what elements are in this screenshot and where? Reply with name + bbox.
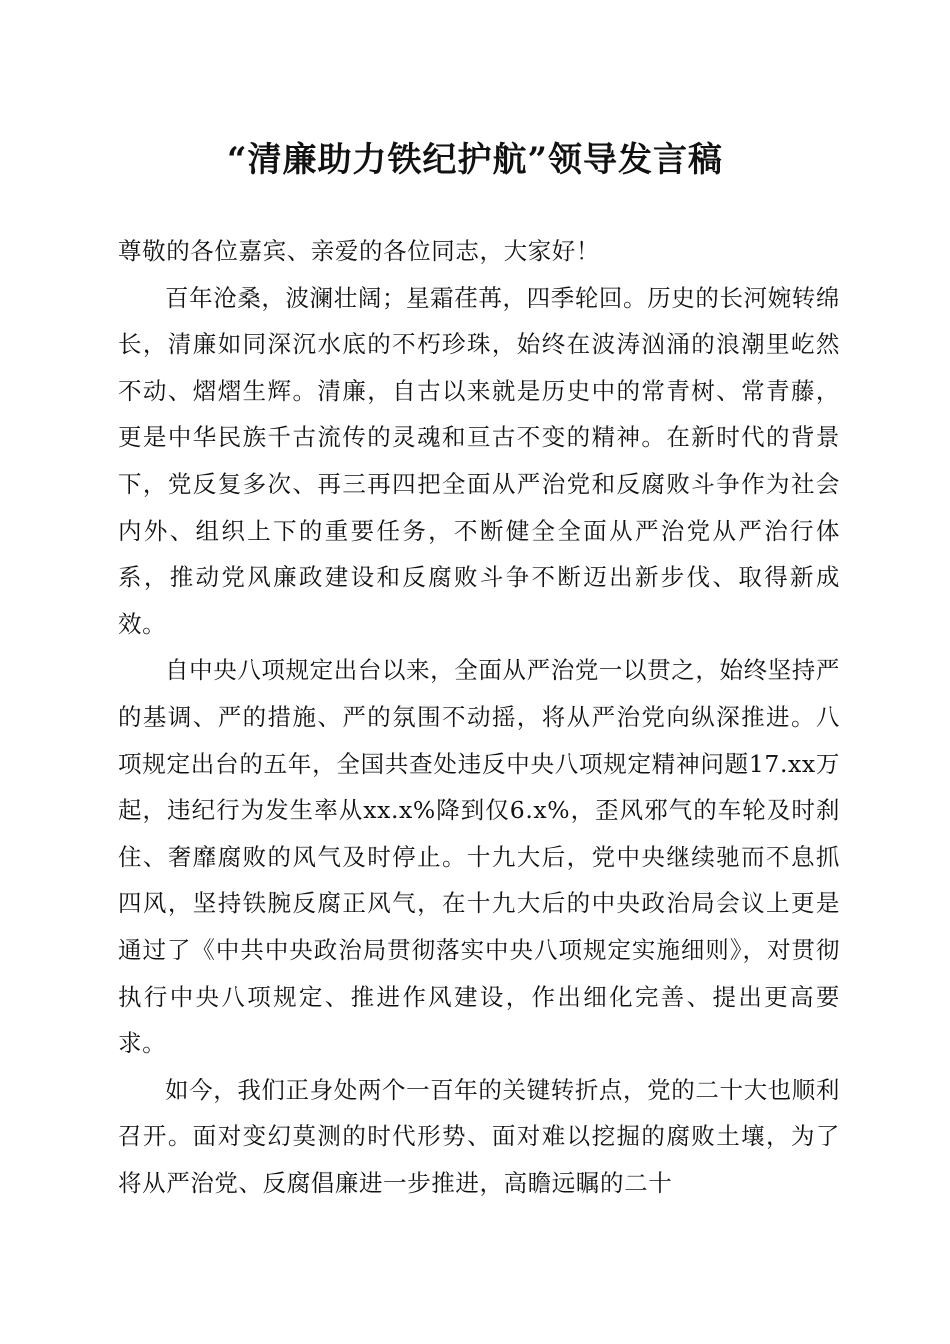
paragraph-3: 如今，我们正身处两个一百年的关键转折点，党的二十大也顺利召开。面对变幻莫测的时代形势、面对难以挖掘的腐败土壤，为了将从严治党、反腐倡廉进一步推进，高瞻远瞩的二十 — [118, 1075, 840, 1197]
paragraph-1: 百年沧桑，波澜壮阔；星霜荏苒，四季轮回。历史的长河婉转绵长，清廉如同深沉水底的不朽珍珠，始终在波涛汹涌的浪潮里屹然不动、熠熠生辉。清廉，自古以来就是历史中的常青树、常青藤，更是中华民族千古流传的灵魂和亘古不变的精神。在新时代的背景下，党反复多次、再三再四把全面从严治党和反腐败斗争作为社会内外、组织上下的重要任务，不断健全全面从严治党从严治行体系，推动党风廉政建设和反腐败斗争不断迈出新步伐、取得新成效。 — [118, 283, 840, 638]
document-body — [118, 228, 840, 1206]
document-title: “清廉助力铁纪护航”领导发言稿 — [226, 140, 724, 180]
paragraph-2: 自中央八项规定出台以来，全面从严治党一以贯之，始终坚持严的基调、严的措施、严的氛围不动摇，将从严治党向纵深推进。八项规定出台的五年，全国共查处违反中央八项规定精神问题17.xx万起，违纪行为发生率从xx.x%降到仅6.x%，歪风邪气的车轮及时刹住、奢靡腐败的风气及时停止。十九大后，党中央继续驰而不息抓四风，坚持铁腕反腐正风气，在十九大后的中央政治局会议上更是通过了《中共中央政治局贯彻落实中央八项规定实施细则》，对贯彻执行中央八项规定、推进作风建设，作出细化完善、提出更高要求。 — [118, 656, 840, 1058]
greeting-line: 尊敬的各位嘉宾、亲爱的各位同志，大家好！ — [118, 237, 600, 265]
